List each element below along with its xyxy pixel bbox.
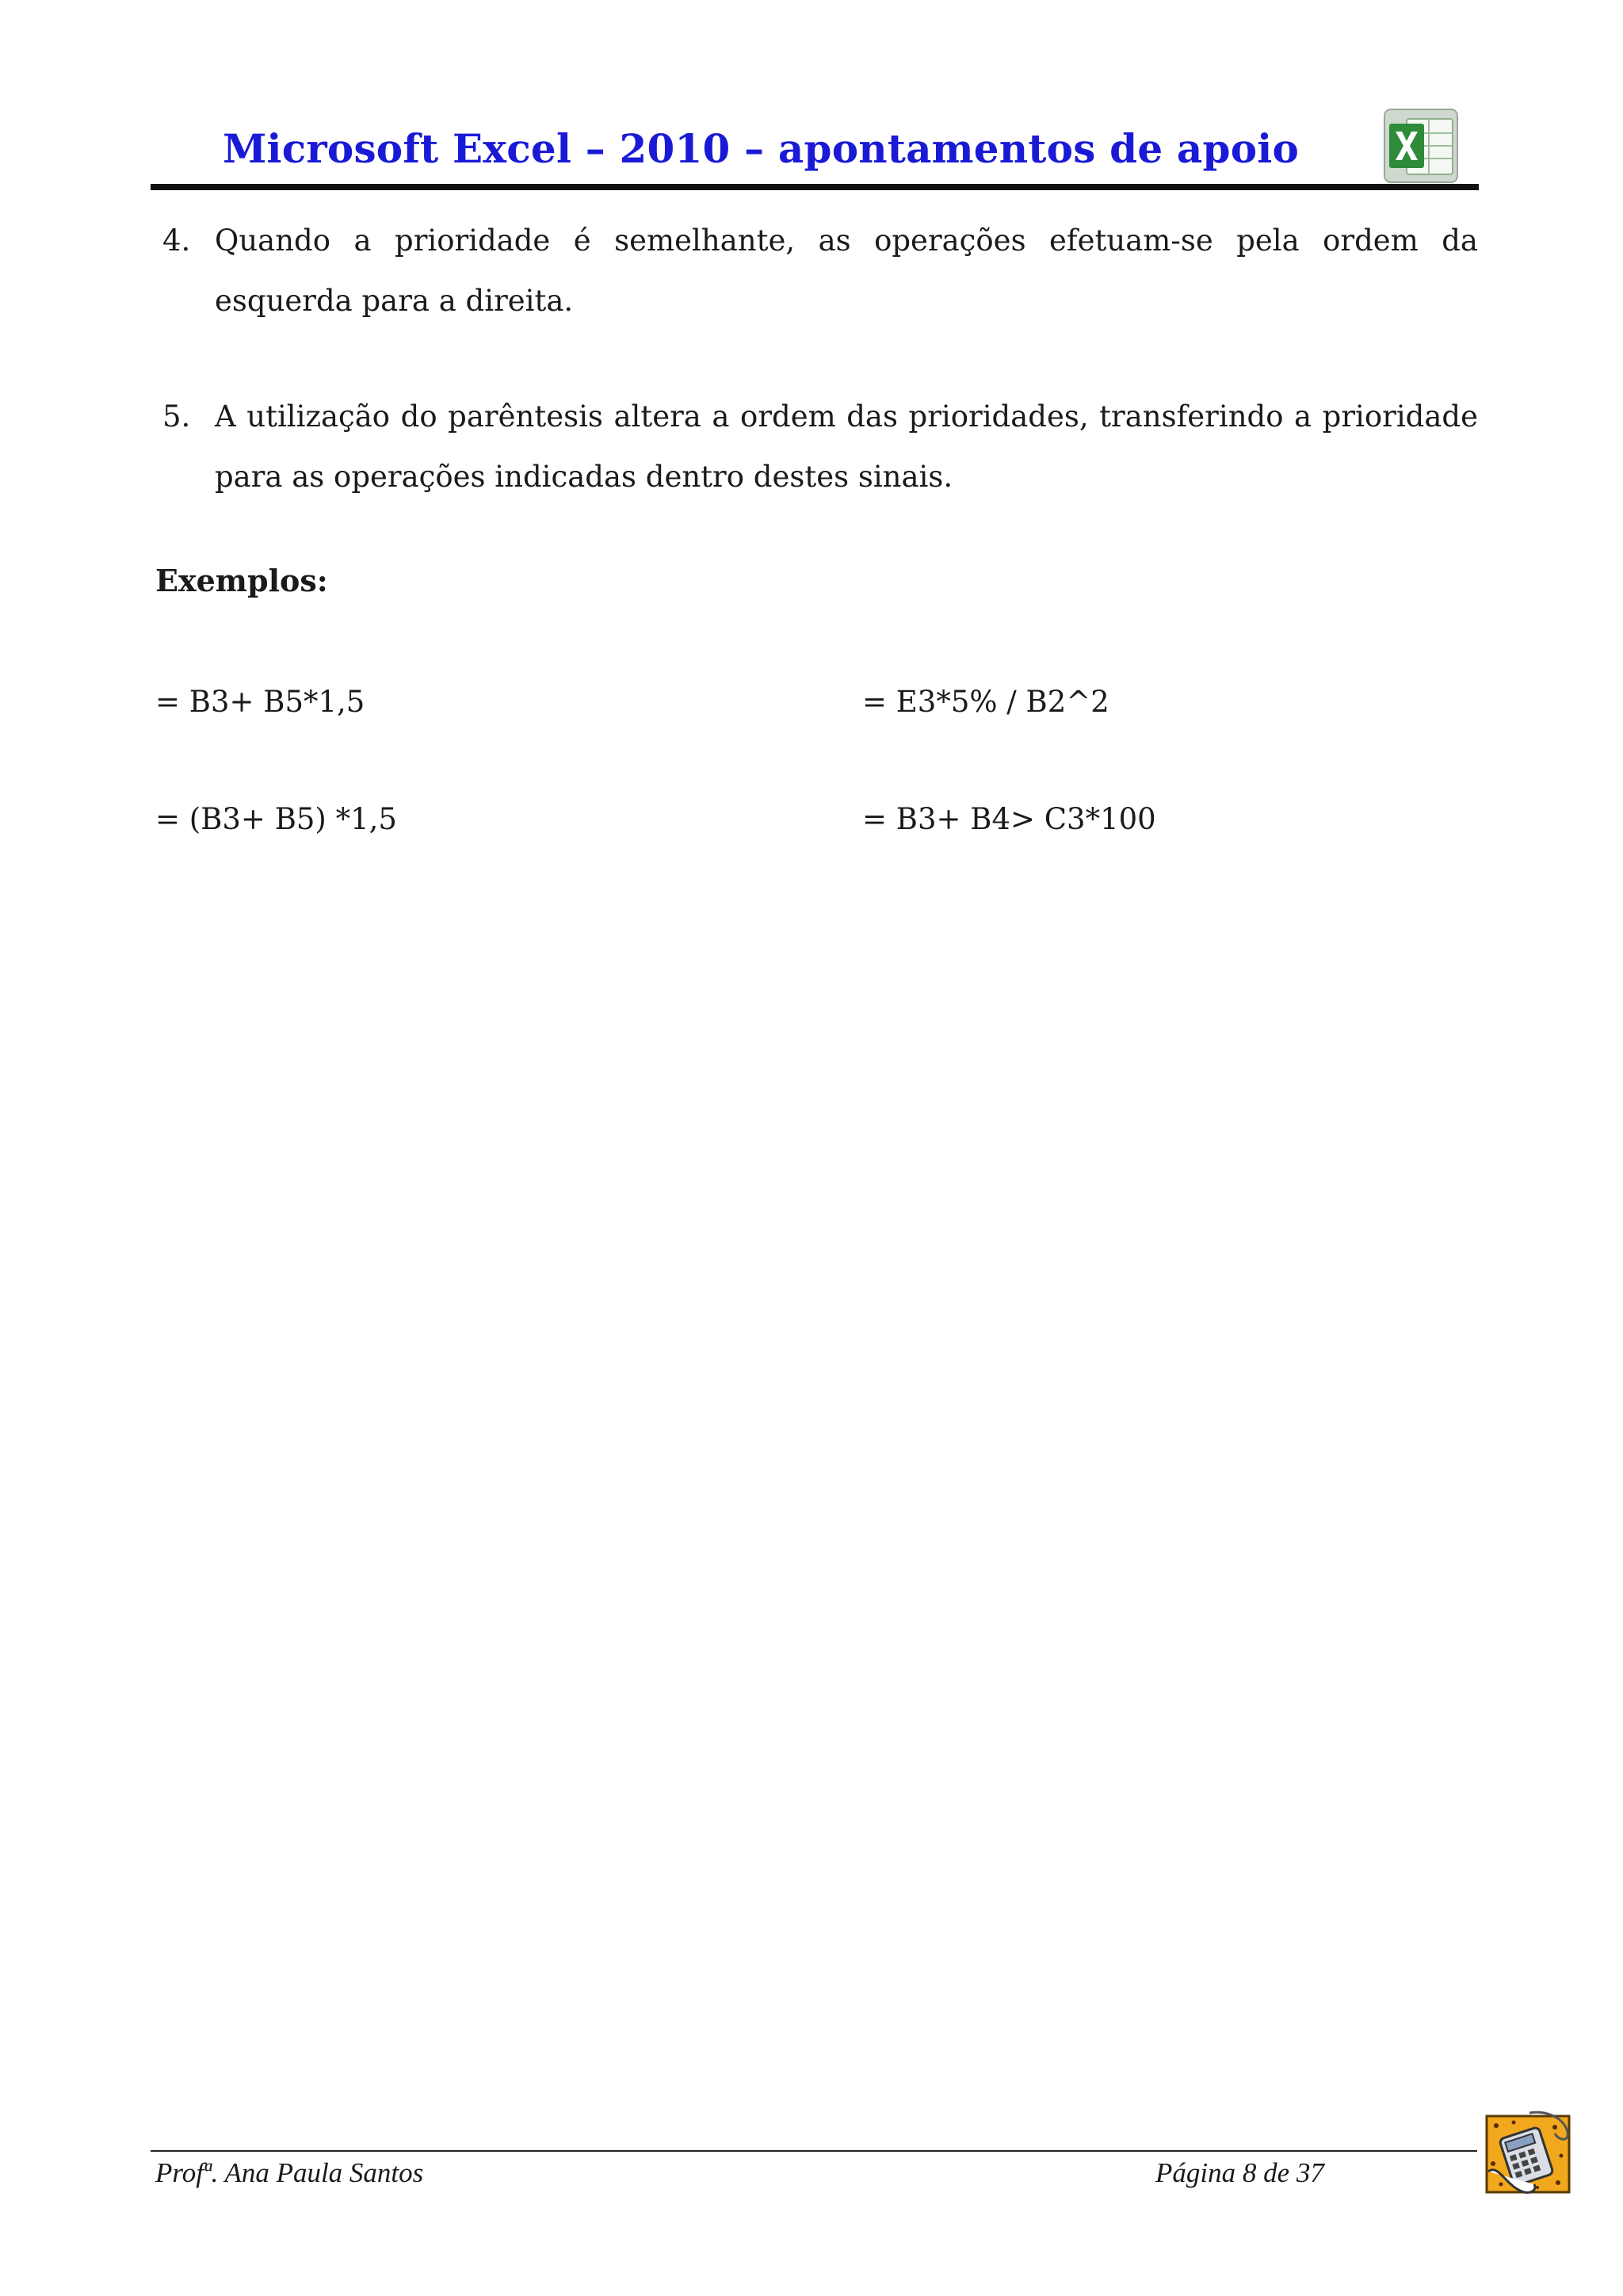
list-item bbox=[162, 211, 1478, 331]
calculator-clipart-icon bbox=[1482, 2108, 1574, 2200]
list-item-number: 5. bbox=[162, 399, 191, 434]
excel-logo-icon bbox=[1383, 108, 1459, 184]
example-formula: = E3*5% / B2^2 bbox=[862, 685, 1109, 719]
example-formula: = B3+ B4> C3*100 bbox=[862, 802, 1156, 836]
page-header-title: Microsoft Excel – 2010 – apontamentos de apoio bbox=[222, 125, 1299, 172]
examples-heading: Exemplos: bbox=[155, 563, 328, 598]
footer-author: Profª. Ana Paula Santos bbox=[155, 2157, 424, 2188]
footer-page-number: Página 8 de 37 bbox=[1155, 2157, 1324, 2188]
list-item-text: Quando a prioridade é semelhante, as operações efetuam-se pela ordem da esquerda para a direita. bbox=[215, 223, 1478, 318]
list-item-text: A utilização do parêntesis altera a ordem das prioridades, transferindo a prioridade para as operações indicadas dentro destes sinais. bbox=[215, 399, 1478, 494]
example-formula: = (B3+ B5) *1,5 bbox=[155, 802, 397, 836]
example-formula: = B3+ B5*1,5 bbox=[155, 685, 365, 719]
header-divider bbox=[151, 184, 1479, 190]
list-item bbox=[162, 387, 1478, 507]
list-item-number: 4. bbox=[162, 223, 191, 258]
footer-divider bbox=[151, 2150, 1477, 2152]
